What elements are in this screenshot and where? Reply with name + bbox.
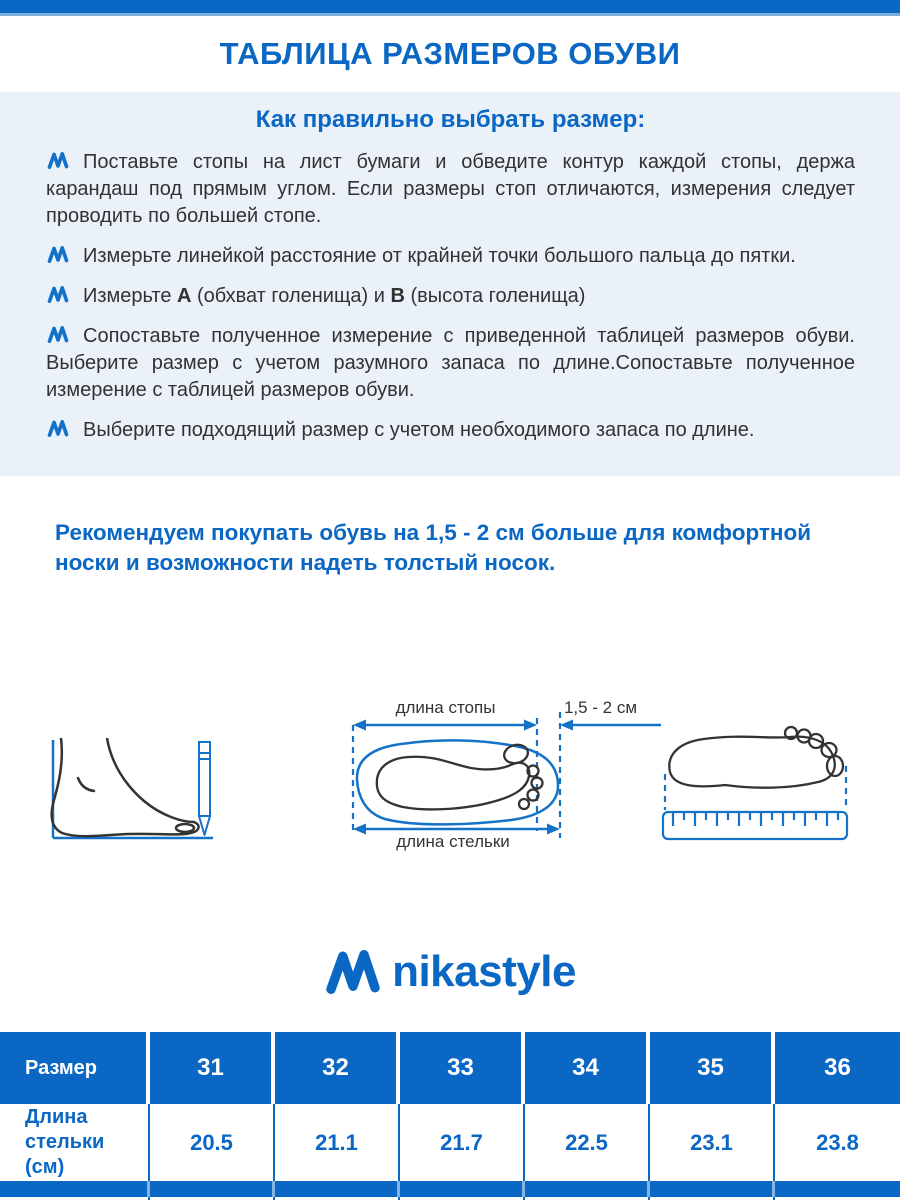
nikastyle-bullet-icon xyxy=(46,246,70,263)
table-partial-row-cell xyxy=(150,1181,275,1197)
size-table-value-cell: 21.7 xyxy=(400,1104,525,1181)
foot-outline xyxy=(52,738,199,836)
size-table-header-cell: 32 xyxy=(275,1032,400,1104)
nikastyle-bullet-icon xyxy=(46,286,70,303)
instruction-bold-term: В xyxy=(390,285,405,307)
howto-heading: Как правильно выбрать размер: xyxy=(255,106,646,133)
instruction-text: (обхват голенища) и xyxy=(191,285,391,307)
size-table-header-cell: 34 xyxy=(525,1032,650,1104)
instruction-text: (высота голенища) xyxy=(404,285,586,307)
instruction-item xyxy=(46,283,855,310)
table-partial-row-cell xyxy=(525,1181,650,1197)
top-accent-bar xyxy=(0,0,900,16)
instruction-text: Измерьте xyxy=(83,285,178,307)
instruction-text: Поставьте стопы на лист бумаги и обведите контур каждой стопы, держа карандаш под прямым углом. Если размеры стоп отличаются, измерения следует проводить по большей стопе. xyxy=(46,151,855,227)
size-table-header-cell: 36 xyxy=(775,1032,900,1104)
size-table-value-cell: 23.1 xyxy=(650,1104,775,1181)
instruction-item xyxy=(46,323,855,404)
insole-measure-drawing xyxy=(343,698,665,848)
size-table-row-label: Длина стельки (см) xyxy=(0,1104,150,1181)
size-table-header-cell: 33 xyxy=(400,1032,525,1104)
instruction-list xyxy=(46,149,855,444)
instruction-text: Сопоставьте полученное измерение с приведенной таблицей размеров обуви. Выберите размер с учетом разумного запаса по длине.Сопоставьте полученное измерение с таблицей размеров обуви. xyxy=(46,325,855,401)
instruction-item xyxy=(46,417,855,444)
table-partial-row-cell xyxy=(650,1181,775,1197)
nikastyle-bullet-icon xyxy=(46,152,70,169)
foot-side-view-drawing xyxy=(48,738,218,842)
table-partial-row-cell xyxy=(775,1181,900,1197)
instruction-text: Измерьте линейкой расстояние от крайней точки большого пальца до пятки. xyxy=(83,245,796,267)
diagram-foot-tracing xyxy=(48,738,218,842)
size-table-header-cell: 31 xyxy=(150,1032,275,1104)
table-partial-row-cell xyxy=(400,1181,525,1197)
nikastyle-bullet-icon xyxy=(46,326,70,343)
insole-length-label: длина стельки xyxy=(396,832,510,851)
instruction-bold-term: А xyxy=(177,285,192,307)
recommendation-note: Рекомендуем покупать обувь на 1,5 - 2 см больше для комфортной носки и возможности надеть толстый носок. xyxy=(55,520,812,575)
instruction-item xyxy=(46,149,855,230)
diagram-foot-ruler xyxy=(660,724,855,842)
ruler-icon xyxy=(663,812,847,839)
foot-length-label: длина стопы xyxy=(395,698,496,717)
gap-label: 1,5 - 2 см xyxy=(563,698,638,717)
size-table-header-label: Размер xyxy=(0,1032,150,1104)
foot-sole-outline xyxy=(669,727,843,788)
page-title: ТАБЛИЦА РАЗМЕРОВ ОБУВИ xyxy=(219,36,681,71)
nikastyle-logo-mark xyxy=(324,950,382,994)
size-table-value-cell: 21.1 xyxy=(275,1104,400,1181)
nikastyle-bullet-icon xyxy=(46,420,70,437)
table-partial-row-cell xyxy=(275,1181,400,1197)
size-table xyxy=(0,1032,900,1200)
diagram-insole-measure xyxy=(343,698,665,851)
instruction-item xyxy=(46,243,855,270)
size-table-header-cell: 35 xyxy=(650,1032,775,1104)
pencil-icon xyxy=(199,742,210,835)
brand-logo xyxy=(0,942,900,1002)
brand-logo-text: nikastyle xyxy=(392,947,576,996)
size-table-value-cell: 23.8 xyxy=(775,1104,900,1181)
table-partial-row-cell xyxy=(0,1181,150,1197)
foot-ruler-drawing xyxy=(660,724,855,842)
howto-section xyxy=(0,92,900,476)
size-table-value-cell: 22.5 xyxy=(525,1104,650,1181)
instruction-text: Выберите подходящий размер с учетом необходимого запаса по длине. xyxy=(83,419,755,441)
size-table-value-cell: 20.5 xyxy=(150,1104,275,1181)
footprint-outline xyxy=(377,742,543,809)
